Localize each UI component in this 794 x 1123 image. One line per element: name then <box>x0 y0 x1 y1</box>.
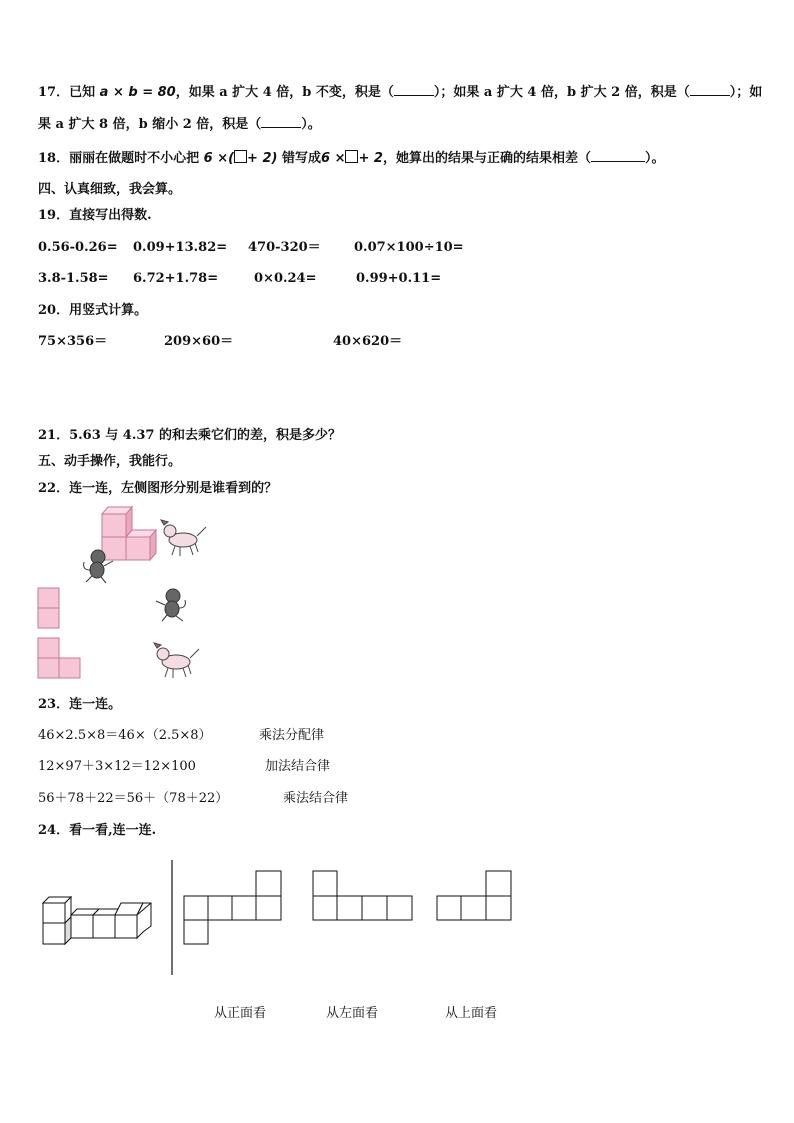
q18-line: 18．丽丽在做题时不小心把 6 ×( + 2) 错写成6 × + 2，她算出的结果与正确的结果相差（ ）。 <box>38 151 665 166</box>
calc-item: 3.8-1.58= <box>38 271 109 286</box>
q19-title: 19．直接写出得数. <box>38 208 152 223</box>
view-label: 从左面看 <box>326 1006 379 1021</box>
q24-title: 24．看一看,连一连. <box>38 823 157 838</box>
calc-item: 0×0.24= <box>254 271 317 286</box>
calc-item: 470-320＝ <box>248 240 321 255</box>
view-front <box>184 871 281 944</box>
calc-item: 0.99+0.11= <box>356 271 442 286</box>
vertical-calc-item: 209×60＝ <box>164 334 234 349</box>
q23-left-item: 56＋78＋22＝56＋（78＋22） <box>38 791 229 806</box>
vertical-calc-item: 75×356＝ <box>38 334 108 349</box>
calc-item: 6.72+1.78= <box>133 271 219 286</box>
q23-right-item: 乘法分配律 <box>259 728 325 743</box>
q22-title: 22．连一连，左侧图形分别是谁看到的？ <box>38 481 278 496</box>
cube-assembly <box>43 897 151 944</box>
view-label: 从正面看 <box>214 1006 267 1021</box>
view-left <box>313 871 412 920</box>
view-label: 从上面看 <box>445 1006 498 1021</box>
section-4-heading: 四、认真细致，我会算。 <box>38 182 182 197</box>
calc-item: 0.56-0.26= <box>38 240 118 255</box>
vertical-calc-item: 40×620＝ <box>333 334 403 349</box>
q20-title: 20．用竖式计算。 <box>38 303 148 318</box>
q23-right-item: 加法结合律 <box>265 759 331 774</box>
section-5-heading: 五、动手操作，我能行。 <box>38 454 182 469</box>
q17-line1: 17．已知 a × b = 80，如果 a 扩大 4 倍，b 不变，积是（ ）；如果 a 扩大 4 倍，b 扩大 2 倍，积是（ ）；如 <box>38 85 763 100</box>
q17-expression: a × b = 80 <box>99 85 176 100</box>
q23-title: 23．连一连。 <box>38 697 122 712</box>
q23-left-item: 12×97＋3×12＝12×100 <box>38 759 196 774</box>
view-top <box>437 871 511 920</box>
q17-line2: 果 a 扩大 8 倍，b 缩小 2 倍，积是（ ）。 <box>38 117 321 132</box>
calc-item: 0.09+13.82= <box>133 240 228 255</box>
q21-text: 21．5.63 与 4.37 的和去乘它们的差，积是多少？ <box>38 428 341 443</box>
q23-left-item: 46×2.5×8＝46×（2.5×8） <box>38 728 212 743</box>
calc-item: 0.07×100÷10= <box>354 240 464 255</box>
q23-right-item: 乘法结合律 <box>283 791 349 806</box>
